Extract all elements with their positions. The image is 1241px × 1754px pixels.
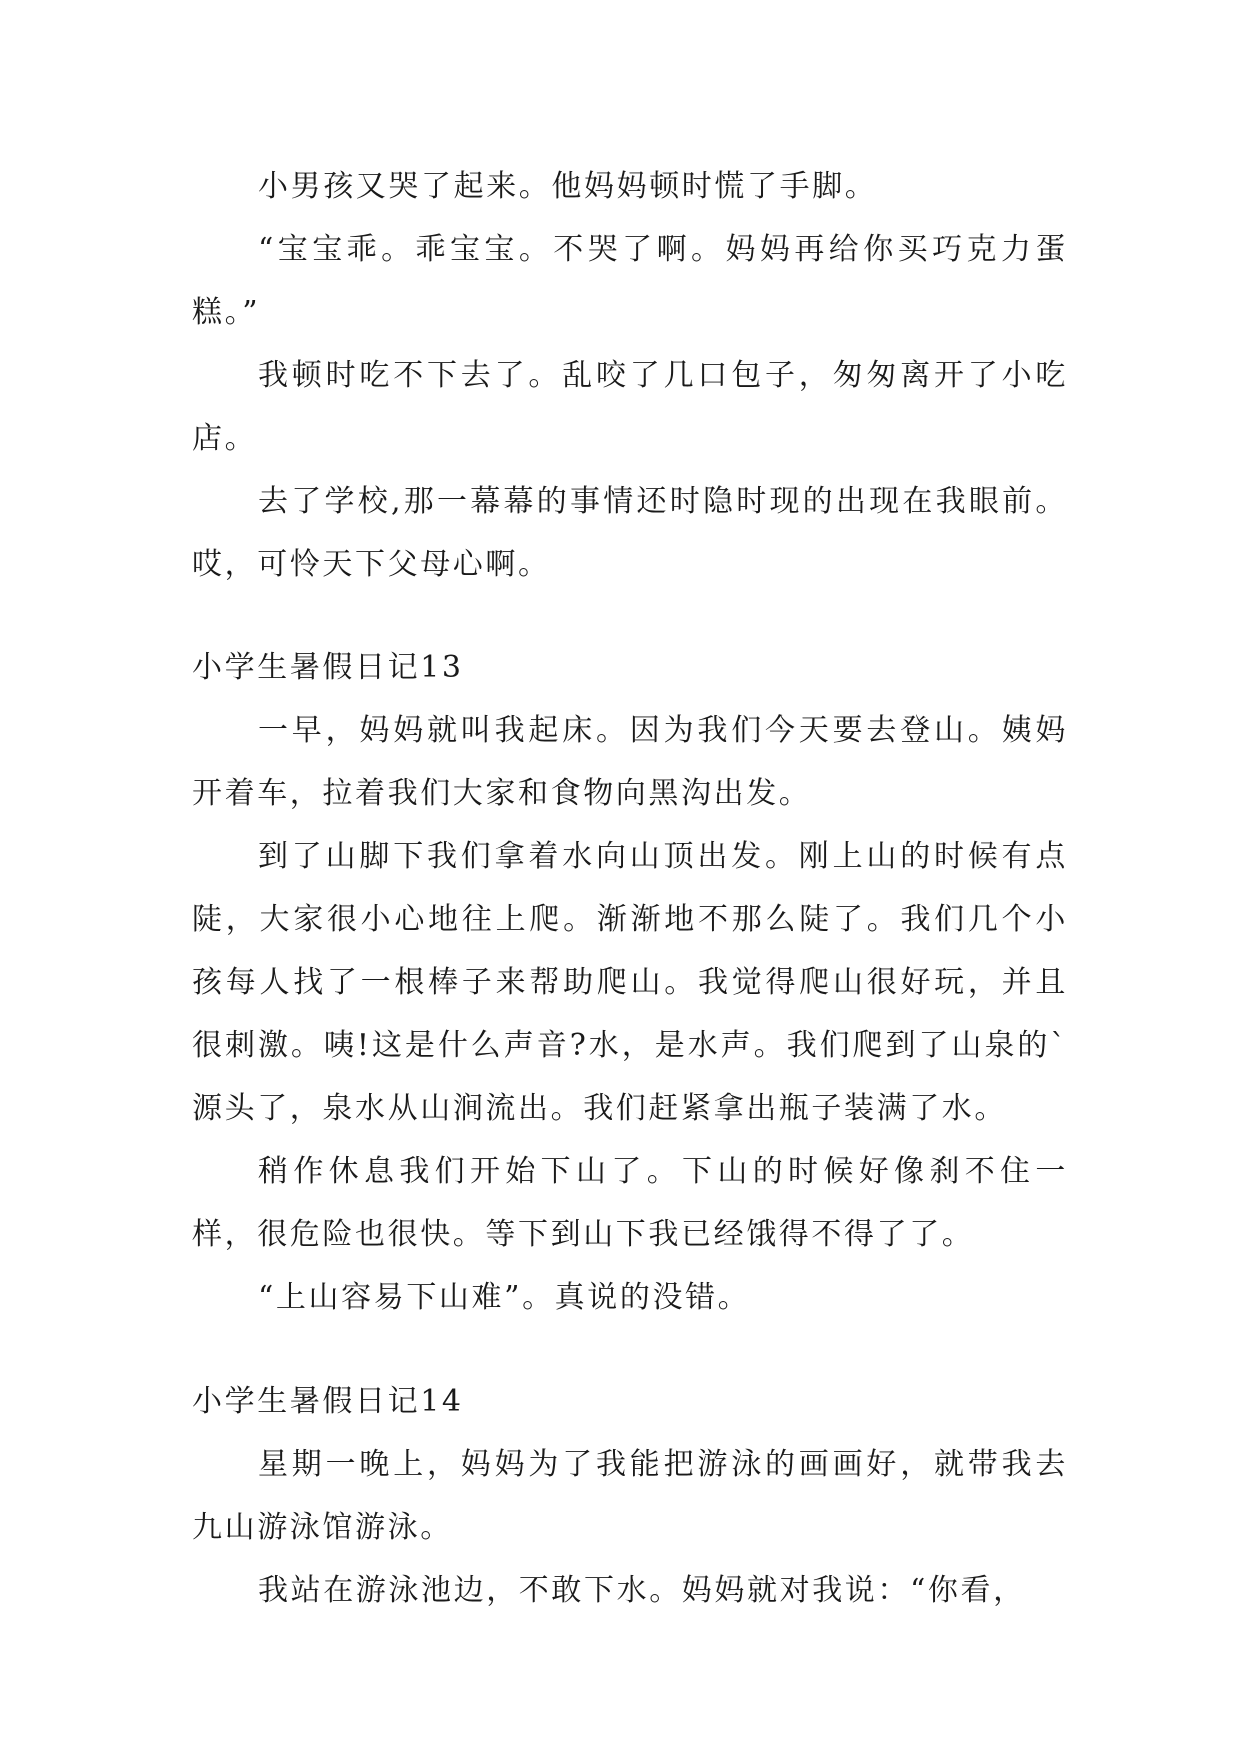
paragraph: “宝宝乖。乖宝宝。不哭了啊。妈妈再给你买巧克力蛋糕。” <box>192 232 1068 330</box>
paragraph: 星期一晚上，妈妈为了我能把游泳的画画好，就带我去九山游泳馆游泳。 <box>192 1447 1068 1545</box>
paragraph: 一早，妈妈就叫我起床。因为我们今天要去登山。姨妈开着车，拉着我们大家和食物向黑沟出发。 <box>192 713 1068 811</box>
section-heading: 小学生暑假日记14 <box>192 1384 464 1419</box>
document-body <box>192 155 1068 1622</box>
paragraph: 去了学校,那一幕幕的事情还时隐时现的出现在我眼前。哎，可怜天下父母心啊。 <box>192 484 1068 582</box>
paragraph: 我站在游泳池边，不敢下水。妈妈就对我说：“你看， <box>258 1573 1026 1608</box>
paragraph: 稍作休息我们开始下山了。下山的时候好像刹不住一样，很危险也很快。等下到山下我已经饿得不得了了。 <box>192 1154 1068 1252</box>
paragraph: 到了山脚下我们拿着水向山顶出发。刚上山的时候有点陡，大家很小心地往上爬。渐渐地不那么陡了。我们几个小孩每人找了一根棒子来帮助爬山。我觉得爬山很好玩，并且很刺激。咦!这是什么声音?水，是水声。我们爬到了山泉的`源头了，泉水从山涧流出。我们赶紧拿出瓶子装满了水。 <box>192 839 1068 1126</box>
section-spacer <box>192 1329 1068 1370</box>
paragraph: 我顿时吃不下去了。乱咬了几口包子，匆匆离开了小吃店。 <box>192 358 1068 456</box>
section-heading: 小学生暑假日记13 <box>192 650 464 685</box>
section-spacer <box>192 596 1068 636</box>
paragraph: 小男孩又哭了起来。他妈妈顿时慌了手脚。 <box>258 169 878 204</box>
paragraph: “上山容易下山难”。真说的没错。 <box>258 1280 751 1315</box>
